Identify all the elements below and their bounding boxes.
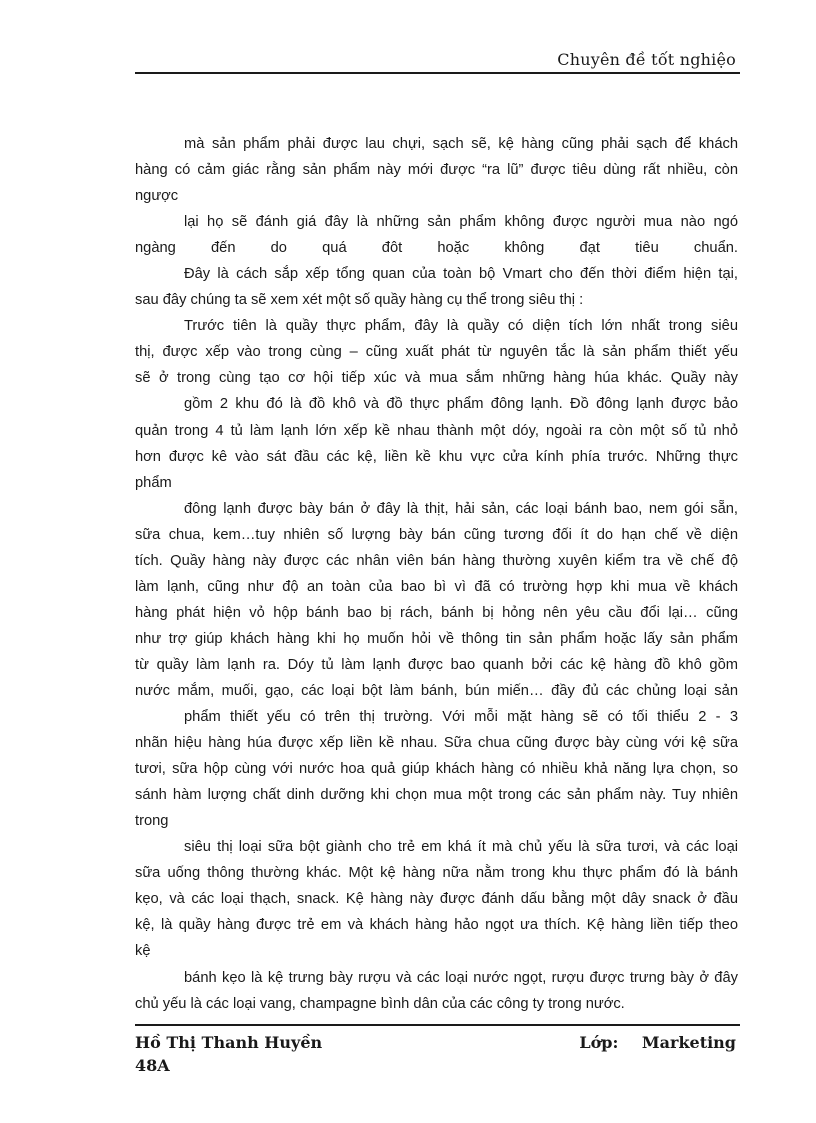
text-line: kẹo, và các loại thạch, snack. Kệ hàng này được đánh dấu bằng một dây snack ở đầu — [135, 891, 738, 908]
text-line: Đây là cách sắp xếp tổng quan của toàn bộ Vmart cho đến thời điểm hiện tại, — [184, 266, 738, 283]
text-line: sữa chua, kem…tuy nhiên số lượng bày bán cũng tương đối ít do hạn chế về diện — [135, 526, 738, 543]
text-line: quản trong 4 tủ làm lạnh lớn xếp kề nhau thành một dóy, ngoài ra còn một số tủ nhỏ — [135, 422, 738, 439]
body-text — [135, 131, 738, 1017]
text-line: phẩm — [135, 474, 172, 491]
text-line: sau đây chúng ta sẽ xem xét một số quầy hàng cụ thể trong siêu thị : — [135, 292, 584, 309]
text-line: làm lạnh, cũng như độ an toàn của bao bì vì đã có trường hợp khi mua về khách — [135, 578, 738, 595]
header-title: Chuyên đề tốt nghiệo — [557, 50, 736, 69]
text-line: đông lạnh được bày bán ở đây là thịt, hải sản, các loại bánh bao, nem gói sẵn, — [184, 500, 738, 517]
text-line: gồm 2 khu đó là đồ khô và đồ thực phẩm đông lạnh. Đồ đông lạnh được bảo — [184, 396, 738, 413]
text-line: như trợ giúp khách hàng khi họ muốn hỏi về thông tin sản phẩm hoặc lấy sản phẩm — [135, 630, 738, 647]
header-divider — [135, 72, 740, 74]
text-line: trong — [135, 813, 169, 830]
text-line: Trước tiên là quầy thực phẩm, đây là quầy có diện tích lớn nhất trong siêu — [184, 318, 738, 335]
text-line: chủ yếu là các loại vang, champagne bình dân của các công ty trong nước. — [135, 995, 625, 1012]
text-line: sẽ ở trong cùng tạo cơ hội tiếp xúc và mua sắm những hàng húa khác. Quầy này — [135, 370, 738, 387]
text-line: sữa uống thông thường khác. Một kệ hàng nữa nằm trong khu thực phẩm đó là bánh — [135, 865, 738, 882]
footer-class: Lớp: Marketing — [579, 1033, 736, 1052]
text-line: nhãn hiệu hàng húa được xếp liền kề nhau. Sữa chua cũng được bày cùng với kệ sữa — [135, 735, 738, 752]
text-line: ngược — [135, 188, 179, 205]
text-line: bánh kẹo là kệ trưng bày rượu và các loại nước ngọt, rượu được trưng bày ở đây — [184, 969, 738, 986]
text-line: kệ, là quầy hàng được trẻ em và khách hàng hảo ngọt ưa thích. Kệ hàng liền tiếp theo — [135, 917, 738, 934]
text-line: siêu thị loại sữa bột giành cho trẻ em khá ít mà chủ yếu là sữa tươi, và các loại — [184, 839, 738, 856]
text-line: lại họ sẽ đánh giá đây là những sản phẩm không được người mua nào ngó — [184, 214, 738, 231]
footer-class-suffix: 48A — [135, 1056, 170, 1075]
text-line: tích. Quầy hàng này được các nhân viên bán hàng thường xuyên kiểm tra về chế độ — [135, 552, 738, 569]
text-line: hàng có cảm giác rằng sản phẩm này mới được “ra lũ” được tiêu dùng rất nhiều, còn — [135, 162, 738, 179]
text-line: hơn được kê vào sát đầu các kệ, liền kề khu vực cửa kính phía trước. Những thực — [135, 448, 738, 465]
text-line: mà sản phẩm phải được lau chựi, sạch sẽ, kệ hàng cũng phải sạch để khách — [184, 136, 738, 152]
text-line: nước mắm, muối, gạo, các loại bột làm bánh, bún miến… đầy đủ các chủng loại sản — [135, 682, 738, 699]
footer-author: Hồ Thị Thanh Huyền — [135, 1033, 323, 1052]
text-line: tươi, sữa hộp cùng với nước hoa quả giúp khách hàng có nhiều khả năng lựa chọn, so — [135, 761, 738, 778]
text-line: phẩm thiết yếu có trên thị trường. Với mỗi mặt hàng sẽ có tối thiểu 2 - 3 — [184, 709, 738, 726]
text-line: từ quầy làm lạnh ra. Dóy tủ làm lạnh được bao quanh bởi các kệ hàng đồ khô gồm — [135, 656, 738, 673]
text-line: kệ — [135, 943, 151, 960]
text-line: hàng phát hiện vỏ hộp bánh bao bị rách, bánh bị hỏng nên yêu cầu đổi lại… cũng — [135, 604, 738, 621]
text-line: ngàng đến do quá đôt hoặc không đạt tiêu chuẩn. — [135, 240, 738, 257]
text-line: thị, được xếp vào trong cùng – cũng xuất phát từ nguyên tắc là sản phẩm thiết yếu — [135, 344, 738, 361]
text-line: sánh hàm lượng chất dinh dưỡng khi chọn mua một trong các sản phẩm này. Tuy nhiên — [135, 787, 738, 804]
footer-divider — [135, 1024, 740, 1026]
